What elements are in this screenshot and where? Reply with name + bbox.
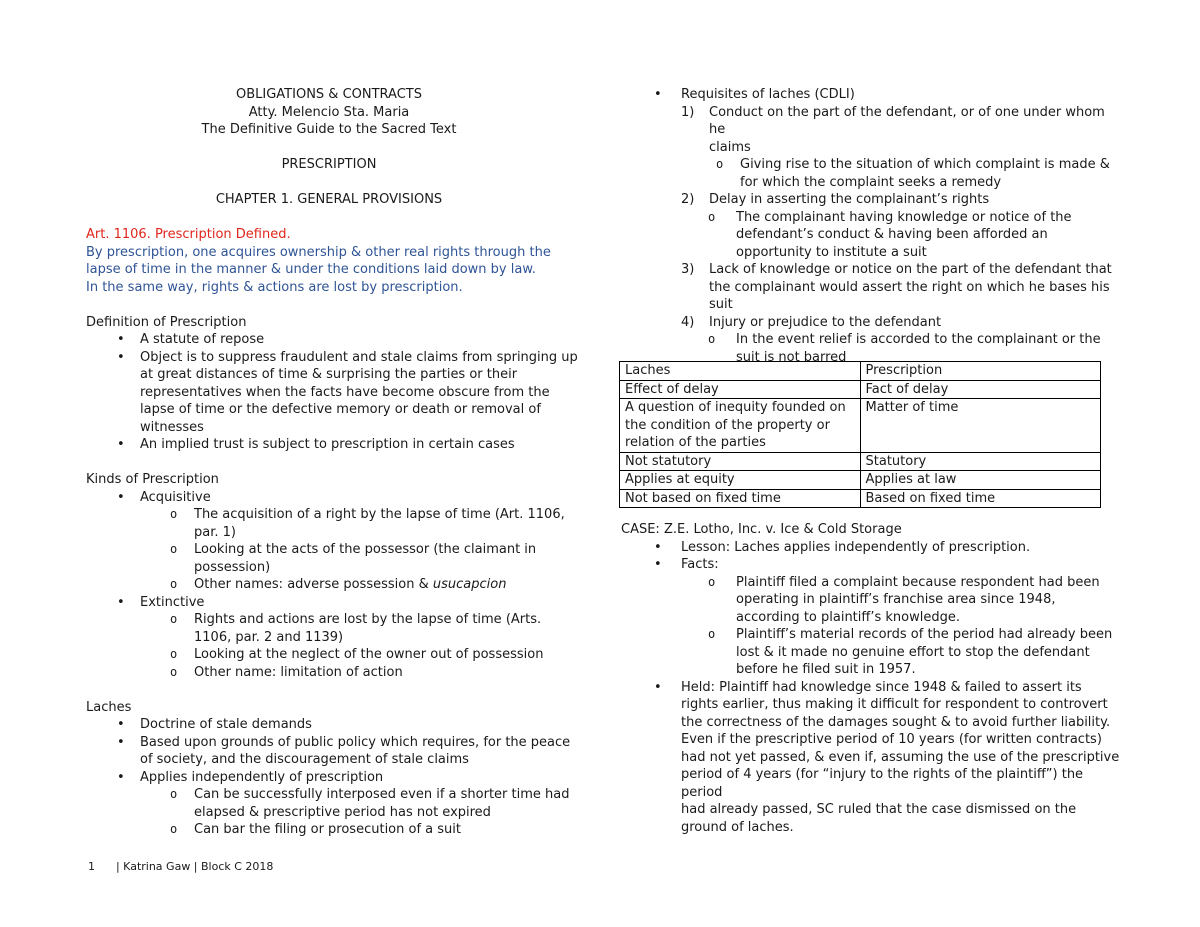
case-fact-item <box>621 574 1121 627</box>
cell-text: Effect of delay <box>625 381 719 397</box>
table-row <box>620 489 1101 508</box>
sub-text: o Can be successfully interposed even if a shorter time had <box>194 787 570 802</box>
case-bullet <box>621 539 1121 557</box>
cell-text: Based on fixed time <box>865 490 996 506</box>
sub-text: o The complainant having knowledge or notice of the <box>736 209 1072 225</box>
bullet-text: of society, and the discouragement of stale claims <box>140 752 469 767</box>
bullet-text: • Extinctive <box>140 594 205 610</box>
cell-text: Not based on fixed time <box>625 490 781 506</box>
kinds-sub-item <box>86 506 586 541</box>
requisite-text: Lack of knowledge or notice on the part of the defendant that <box>709 262 1112 277</box>
kinds-sub-item <box>86 576 586 594</box>
sub-text <box>194 576 586 594</box>
laches-bullet <box>86 769 586 787</box>
fact-text: o Plaintiff’s material records of the period had already been <box>736 627 1113 642</box>
bullet-text: at great distances of time & surprising the parties or their <box>140 367 518 382</box>
table-row <box>620 380 1101 399</box>
table-cell <box>620 380 861 399</box>
requisites-bullet <box>621 86 1121 104</box>
table-cell <box>620 399 861 453</box>
cell-text: Fact of delay <box>865 381 949 397</box>
laches-heading: Laches <box>86 699 132 715</box>
requisites-heading: • Requisites of laches (CDLI) <box>681 87 855 102</box>
kinds-sub-item <box>86 611 586 646</box>
bullet-text: • A statute of repose <box>140 332 265 347</box>
topic-heading: PRESCRIPTION <box>281 157 377 172</box>
fact-text: o Plaintiff filed a complaint because respondent had been <box>736 574 1100 590</box>
laches-sub-item <box>86 821 586 839</box>
article-text-line: In the same way, rights & actions are lost by prescription. <box>86 279 463 295</box>
table-cell <box>620 452 861 471</box>
laches-sub-item <box>86 786 586 821</box>
definition-bullet <box>86 436 586 454</box>
table-cell <box>860 471 1101 490</box>
requisite-sub-item <box>621 156 1121 191</box>
held-text: the correctness of the damages sought & to avoid further liability. <box>681 714 1111 730</box>
sub-text: o Other name: limitation of action <box>194 664 403 680</box>
held-text: had already passed, SC ruled that the case dismissed on the <box>681 802 1077 817</box>
held-text: rights earlier, thus making it difficult for respondent to controvert <box>681 697 1108 712</box>
laches-vs-prescription-table <box>619 361 1101 508</box>
document-header <box>86 86 572 209</box>
requisite-item <box>621 261 1121 314</box>
article-text-line: lapse of time in the manner & under the conditions laid down by law. <box>86 262 536 277</box>
definition-heading: Definition of Prescription <box>86 314 247 330</box>
chapter-heading: CHAPTER 1. GENERAL PROVISIONS <box>215 192 443 207</box>
table-cell <box>860 399 1101 453</box>
other-names-text: Other names: adverse possession & <box>194 577 433 592</box>
cell-text: Applies at equity <box>625 472 735 487</box>
requisite-number: 4) <box>681 314 695 330</box>
sub-text: elapsed & prescriptive period has not expired <box>194 804 491 820</box>
case-facts-label: • Facts: <box>681 557 719 572</box>
document-subtitle: The Definitive Guide to the Sacred Text <box>201 122 457 137</box>
table-row <box>620 452 1101 471</box>
bullet-text: • An implied trust is subject to prescription in certain cases <box>140 437 515 452</box>
kinds-heading: Kinds of Prescription <box>86 472 219 487</box>
table-row <box>620 399 1101 453</box>
sub-text: o Looking at the neglect of the owner out of possession <box>194 647 544 662</box>
bullet-text: • Doctrine of stale demands <box>140 717 312 732</box>
requisite-item <box>621 104 1121 157</box>
left-column <box>86 86 586 839</box>
bullet-text: representatives when the facts have become obscure from the <box>140 384 550 400</box>
fact-text: according to plaintiff’s knowledge. <box>736 609 960 625</box>
case-lesson: • Lesson: Laches applies independently of prescription. <box>681 539 1031 555</box>
requisite-number: 3) <box>681 262 695 277</box>
kinds-sub-item <box>86 664 586 682</box>
requisite-number: 1) <box>681 104 695 120</box>
requisite-text: the complainant would assert the right on which he bases his <box>709 279 1110 295</box>
sub-text: o Looking at the acts of the possessor (the claimant in <box>194 542 537 557</box>
held-text: had not yet passed, & even if, assuming the use of the prescriptive <box>681 749 1120 765</box>
sub-text: o Rights and actions are lost by the lapse of time (Arts. <box>194 612 542 627</box>
case-section <box>621 521 1121 836</box>
sub-text: suit is not barred <box>736 349 847 365</box>
requisite-item <box>621 314 1121 332</box>
sub-text: 1106, par. 2 and 1139) <box>194 629 344 645</box>
cell-text: relation of the parties <box>625 435 766 450</box>
cell-text: A question of inequity founded on <box>625 400 846 415</box>
document-title: OBLIGATIONS & CONTRACTS <box>236 87 422 102</box>
table-row <box>620 471 1101 490</box>
sub-text: defendant’s conduct & having been afforded an <box>736 227 1048 242</box>
cell-text: Not statutory <box>625 453 712 469</box>
sub-text: possession) <box>194 559 271 575</box>
requisite-number: 2) <box>681 192 695 207</box>
fact-text: lost & it made no genuine effort to stop the defendant <box>736 644 1090 660</box>
table-cell <box>860 362 1101 381</box>
document-author: Atty. Melencio Sta. Maria <box>248 104 410 120</box>
fact-text: operating in plaintiff’s franchise area since 1948, <box>736 592 1056 607</box>
page-number: 1 <box>88 860 95 873</box>
right-column <box>621 86 1121 366</box>
sub-text: o Giving rise to the situation of which complaint is made & <box>740 157 1110 172</box>
held-text: period of 4 years (for “injury to the rights of the plaintiff”) the period <box>681 767 1084 800</box>
kinds-bullet-extinctive <box>86 594 586 612</box>
case-bullet <box>621 556 1121 574</box>
table-cell <box>620 489 861 508</box>
bullet-text: lapse of time or the defective memory or death or removal of <box>140 402 541 417</box>
table-cell <box>860 489 1101 508</box>
requisite-text: Delay in asserting the complainant’s rights <box>709 192 990 207</box>
sub-text: par. 1) <box>194 524 236 540</box>
cell-text: Matter of time <box>865 400 959 415</box>
sub-text: o Can bar the filing or prosecution of a suit <box>194 822 461 837</box>
article-text-line: By prescription, one acquires ownership & other real rights through the <box>86 244 551 260</box>
kinds-bullet-acquisitive <box>86 489 586 507</box>
cell-text: Applies at law <box>865 472 957 487</box>
requisite-text: suit <box>709 297 733 312</box>
article-heading: Art. 1106. Prescription Defined. <box>86 227 291 242</box>
requisite-item <box>621 191 1121 209</box>
bullet-text: • Acquisitive <box>140 489 211 505</box>
requisite-text: Injury or prejudice to the defendant <box>709 314 942 330</box>
requisite-text: claims <box>709 139 751 155</box>
definition-bullet <box>86 331 586 349</box>
definition-bullet <box>86 349 586 437</box>
sub-text: o The acquisition of a right by the lapse of time (Art. 1106, <box>194 507 565 522</box>
kinds-sub-item <box>86 541 586 576</box>
sub-text: for which the complaint seeks a remedy <box>740 174 1002 190</box>
table-row <box>620 362 1101 381</box>
bullet-text: • Applies independently of prescription <box>140 769 384 785</box>
held-text: • Held: Plaintiff had knowledge since 1948 & failed to assert its <box>681 679 1082 695</box>
table-cell <box>860 380 1101 399</box>
case-heading: CASE: Z.E. Lotho, Inc. v. Ice & Cold Storage <box>621 522 902 537</box>
cell-text: the condition of the property or <box>625 417 830 433</box>
page-footer <box>88 860 273 873</box>
sub-text: o In the event relief is accorded to the complainant or the <box>736 332 1101 347</box>
cell-text: Statutory <box>865 453 927 469</box>
laches-bullet <box>86 716 586 734</box>
table-cell <box>620 471 861 490</box>
cell-text: Prescription <box>865 363 943 378</box>
laches-bullet <box>86 734 586 769</box>
bullet-text: • Based upon grounds of public policy which requires, for the peace <box>140 734 571 750</box>
requisite-sub-item <box>621 209 1121 262</box>
table-cell <box>620 362 861 381</box>
footer-text: | Katrina Gaw | Block C 2018 <box>115 860 274 873</box>
cell-text: Laches <box>625 363 671 378</box>
bullet-text: • Object is to suppress fraudulent and stale claims from springing up <box>140 349 578 365</box>
table-cell <box>860 452 1101 471</box>
sub-text: opportunity to institute a suit <box>736 244 927 260</box>
held-text: Even if the prescriptive period of 10 years (for written contracts) <box>681 732 1102 747</box>
case-bullet <box>621 679 1121 837</box>
usucapcion-term: usucapcion <box>432 577 507 592</box>
requisite-text: Conduct on the part of the defendant, or of one under whom he <box>709 104 1105 137</box>
case-fact-item <box>621 626 1121 679</box>
bullet-text: witnesses <box>140 419 204 435</box>
kinds-sub-item <box>86 646 586 664</box>
held-text: ground of laches. <box>681 819 794 835</box>
fact-text: before he filed suit in 1957. <box>736 662 916 677</box>
